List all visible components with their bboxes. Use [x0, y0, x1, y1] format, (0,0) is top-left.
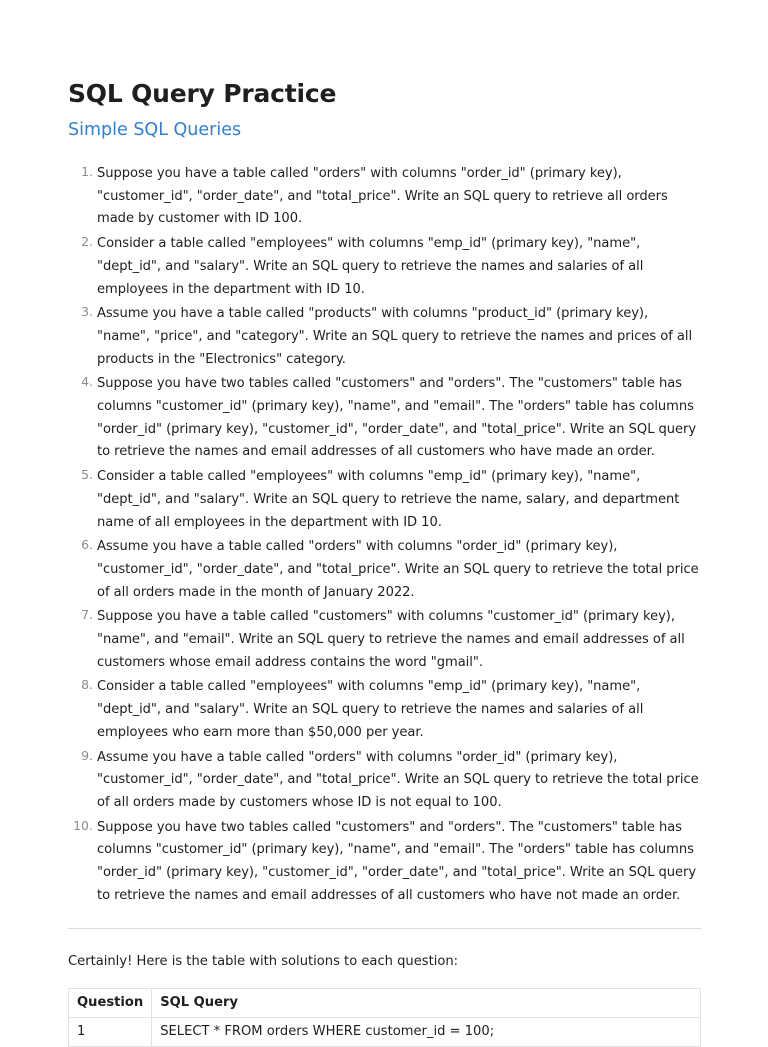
question-text: Suppose you have two tables called "customers" and "orders". The "customers" table has columns "customer_id" (primary key), "name", and "email". The "orders" table has columns "order_id" (primary key), "customer_id", "order_date", and "total_price". Write an SQL query to retrieve the names and email addresses of all customers who have not made an order. [97, 819, 697, 903]
question-text: Assume you have a table called "products" with columns "product_id" (primary key), "name", "price", and "category". Write an SQL query to retrieve the names and prices of all products in the "Electronics" category. [97, 306, 693, 367]
list-item [68, 372, 701, 463]
section-heading: Simple SQL Queries [68, 120, 242, 140]
question-list [68, 162, 701, 907]
list-number: 1. [81, 164, 93, 179]
solutions-intro: Certainly! Here is the table with solutions to each question: [68, 953, 459, 969]
list-item [68, 605, 701, 673]
table-cell-sql-query: SELECT * FROM orders WHERE customer_id = 100; [152, 1017, 701, 1046]
solutions-table [68, 988, 701, 1047]
question-text: Suppose you have two tables called "customers" and "orders". The "customers" table has columns "customer_id" (primary key), "name", and "email". The "orders" table has columns "order_id" (primary key), "customer_id", "order_date", and "total_price". Write an SQL query to retrieve the names and email addresses of all customers who have made an order. [97, 376, 697, 460]
list-number: 5. [81, 467, 93, 483]
list-item [68, 465, 701, 533]
column-header-question: Question [69, 988, 152, 1017]
list-item [68, 535, 701, 603]
list-number: 3. [81, 304, 93, 320]
question-text: Assume you have a table called "orders" with columns "order_id" (primary key), "customer_id", "order_date", and "total_price". Write an SQL query to retrieve the total price of all orders made in the month of January 2022. [97, 539, 699, 600]
question-text: Consider a table called "employees" with columns "emp_id" (primary key), "name", "dept_id", and "salary". Write an SQL query to retrieve the names and salaries of all employees who earn more than $50,000 per year. [97, 679, 644, 740]
question-text: Suppose you have a table called "customers" with columns "customer_id" (primary key), "name", and "email". Write an SQL query to retrieve the names and email addresses of all customers whose email address contains the word "gmail". [97, 609, 685, 670]
list-number: 10. [73, 817, 93, 833]
table-row [69, 1017, 701, 1046]
table-cell-question: 1 [69, 1017, 152, 1046]
list-item [68, 302, 701, 370]
list-number: 7. [81, 607, 93, 623]
list-item [68, 232, 701, 300]
list-item [68, 746, 701, 814]
list-number: 2. [81, 234, 93, 250]
question-text: Assume you have a table called "orders" with columns "order_id" (primary key), "customer_id", "order_date", and "total_price". Write an SQL query to retrieve the total price of all orders made by customers whose ID is not equal to 100. [97, 749, 699, 810]
question-text: Suppose you have a table called "orders" with columns "order_id" (primary key), "customer_id", "order_date", and "total_price". Write an SQL query to retrieve all orders made by customer with ID 100. [97, 166, 668, 227]
list-number: 6. [81, 537, 93, 553]
list-item [68, 816, 701, 907]
question-text: Consider a table called "employees" with columns "emp_id" (primary key), "name", "dept_id", and "salary". Write an SQL query to retrieve the name, salary, and department name of all employees in the department with ID 10. [97, 469, 680, 530]
page-title: SQL Query Practice [68, 79, 337, 108]
list-number: 8. [81, 677, 93, 693]
column-header-sql-query: SQL Query [152, 988, 701, 1017]
list-number: 4. [81, 374, 93, 390]
list-number: 9. [81, 747, 93, 763]
list-item [68, 162, 701, 230]
question-text: Consider a table called "employees" with columns "emp_id" (primary key), "name", "dept_id", and "salary". Write an SQL query to retrieve the names and salaries of all employees in the department with ID 10. [97, 236, 644, 297]
section-divider [68, 928, 701, 929]
list-item [68, 675, 701, 743]
table-header-row [69, 988, 701, 1017]
